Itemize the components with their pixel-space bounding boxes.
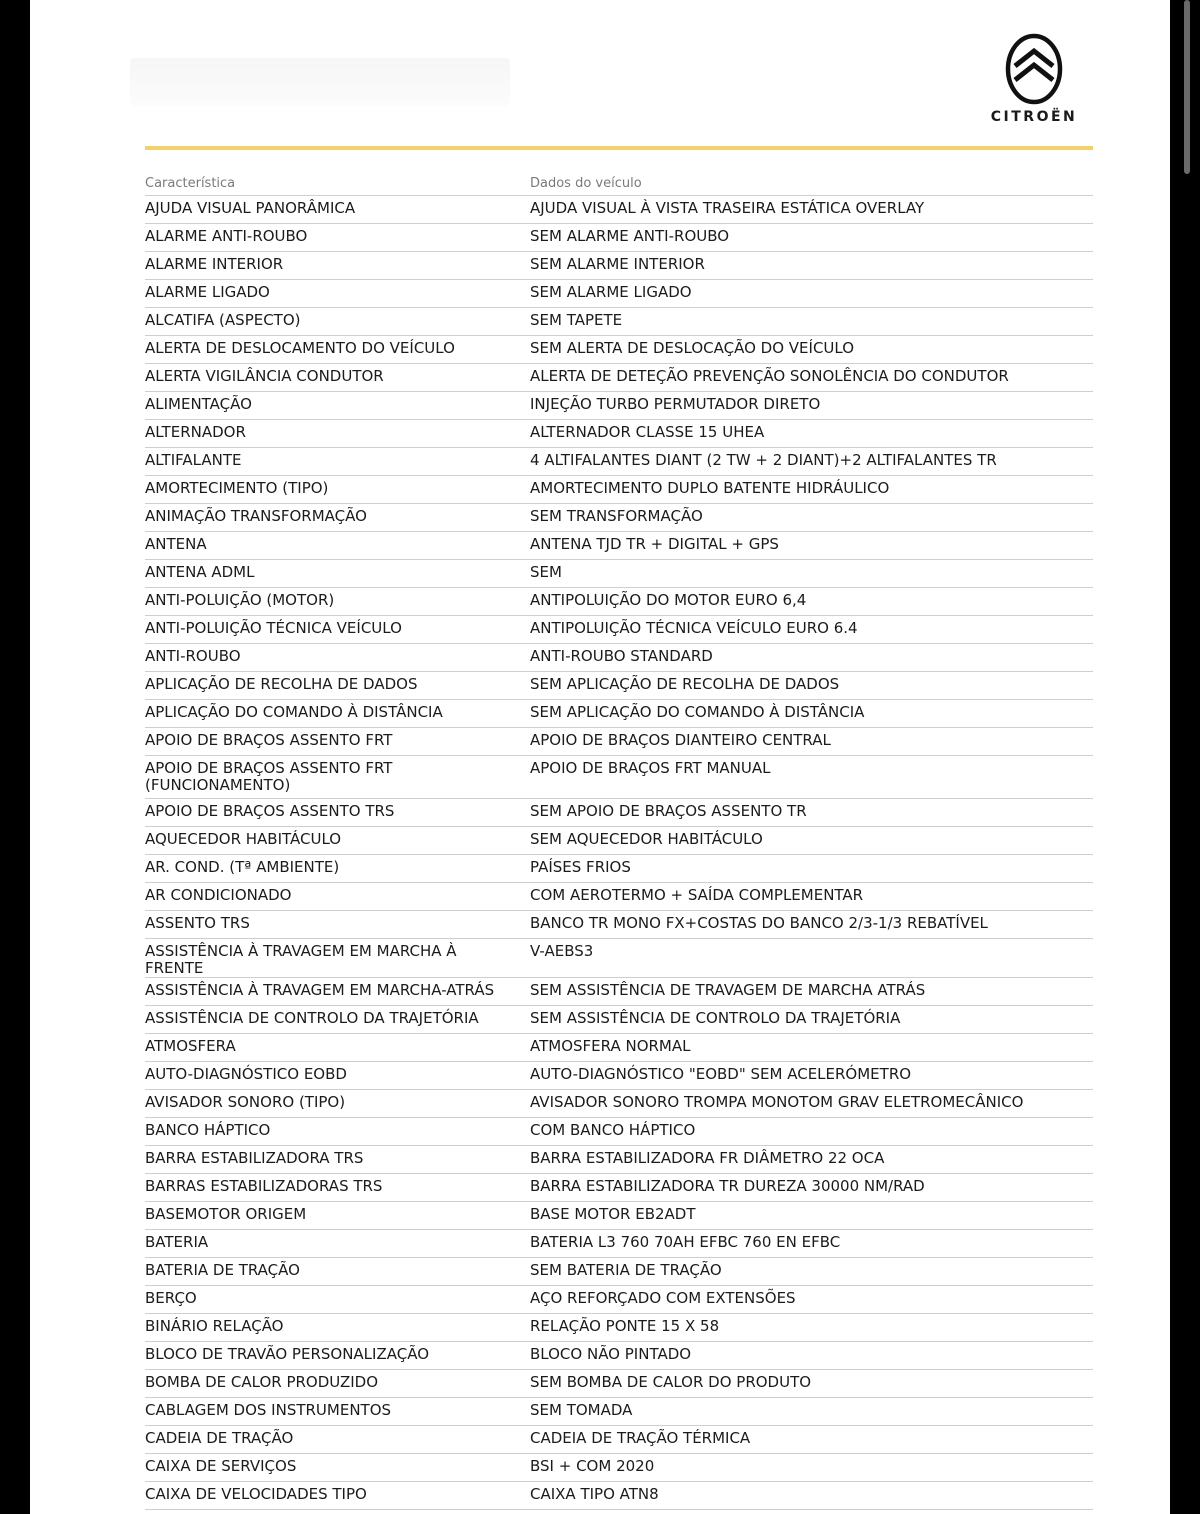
table-row (145, 1370, 1093, 1398)
feature-cell: BASEMOTOR ORIGEM (145, 1202, 530, 1230)
value-cell: SEM ALARME LIGADO (530, 280, 1093, 308)
feature-cell: ALERTA DE DESLOCAMENTO DO VEÍCULO (145, 336, 530, 364)
value-cell: SEM BATERIA DE TRAÇÃO (530, 1258, 1093, 1286)
faded-header-text (130, 58, 510, 106)
table-row (145, 1482, 1093, 1510)
table-row (145, 1006, 1093, 1034)
table-row (145, 1174, 1093, 1202)
value-cell: BANCO TR MONO FX+COSTAS DO BANCO 2/3-1/3 REBATÍVEL (530, 911, 1093, 939)
value-cell: BSI + COM 2020 (530, 1454, 1093, 1482)
value-cell: SEM (530, 560, 1093, 588)
value-cell: SEM ASSISTÊNCIA DE TRAVAGEM DE MARCHA ATRÁS (530, 978, 1093, 1006)
value-cell: ANTENA TJD TR + DIGITAL + GPS (530, 532, 1093, 560)
citroen-chevrons-icon (1004, 33, 1064, 105)
value-cell: SEM APOIO DE BRAÇOS ASSENTO TR (530, 799, 1093, 827)
feature-cell: ANTENA ADML (145, 560, 530, 588)
feature-cell: ALCATIFA (ASPECTO) (145, 308, 530, 336)
table-row (145, 532, 1093, 560)
table-row (145, 476, 1093, 504)
table-row (145, 939, 1093, 978)
feature-cell: AR CONDICIONADO (145, 883, 530, 911)
feature-cell: APLICAÇÃO DE RECOLHA DE DADOS (145, 672, 530, 700)
feature-cell: BOMBA DE CALOR PRODUZIDO (145, 1370, 530, 1398)
feature-cell: ANIMAÇÃO TRANSFORMAÇÃO (145, 504, 530, 532)
table-row (145, 644, 1093, 672)
value-cell: BLOCO NÃO PINTADO (530, 1342, 1093, 1370)
table-row (145, 504, 1093, 532)
table-row (145, 883, 1093, 911)
column-header-value: Dados do veículo (530, 172, 1093, 196)
feature-cell: ALTIFALANTE (145, 448, 530, 476)
feature-cell: AJUDA VISUAL PANORÂMICA (145, 196, 530, 224)
feature-cell: ALARME ANTI-ROUBO (145, 224, 530, 252)
feature-cell: ANTENA (145, 532, 530, 560)
table-row (145, 1062, 1093, 1090)
feature-cell: ASSISTÊNCIA À TRAVAGEM EM MARCHA-ATRÁS (145, 978, 530, 1006)
citroen-logo (984, 30, 1084, 130)
value-cell: ALTERNADOR CLASSE 15 UHEA (530, 420, 1093, 448)
value-cell: BASE MOTOR EB2ADT (530, 1202, 1093, 1230)
table-row (145, 1230, 1093, 1258)
feature-cell: AUTO-DIAGNÓSTICO EOBD (145, 1062, 530, 1090)
table-row (145, 336, 1093, 364)
table-row (145, 1342, 1093, 1370)
value-cell: BATERIA L3 760 70AH EFBC 760 EN EFBC (530, 1230, 1093, 1258)
table-row (145, 1398, 1093, 1426)
table-row (145, 1118, 1093, 1146)
table-row (145, 1258, 1093, 1286)
feature-cell: CAIXA DE VELOCIDADES TIPO (145, 1482, 530, 1510)
value-cell: ANTIPOLUIÇÃO TÉCNICA VEÍCULO EURO 6.4 (530, 616, 1093, 644)
value-cell: BARRA ESTABILIZADORA TR DUREZA 30000 NM/RAD (530, 1174, 1093, 1202)
table-row (145, 420, 1093, 448)
table-row (145, 728, 1093, 756)
value-cell: SEM TOMADA (530, 1398, 1093, 1426)
feature-cell: ANTI-POLUIÇÃO TÉCNICA VEÍCULO (145, 616, 530, 644)
value-cell: ANTIPOLUIÇÃO DO MOTOR EURO 6,4 (530, 588, 1093, 616)
feature-cell: BLOCO DE TRAVÃO PERSONALIZAÇÃO (145, 1342, 530, 1370)
table-row (145, 799, 1093, 827)
feature-cell: APOIO DE BRAÇOS ASSENTO TRS (145, 799, 530, 827)
feature-cell: ALARME INTERIOR (145, 252, 530, 280)
feature-cell: BATERIA (145, 1230, 530, 1258)
value-cell: PAÍSES FRIOS (530, 855, 1093, 883)
yellow-divider (145, 146, 1093, 150)
feature-cell: AQUECEDOR HABITÁCULO (145, 827, 530, 855)
feature-cell: ASSENTO TRS (145, 911, 530, 939)
value-cell: ATMOSFERA NORMAL (530, 1034, 1093, 1062)
table-row (145, 392, 1093, 420)
table-row (145, 911, 1093, 939)
table-row (145, 280, 1093, 308)
feature-cell: ALTERNADOR (145, 420, 530, 448)
value-cell: RELAÇÃO PONTE 15 X 58 (530, 1314, 1093, 1342)
table-row (145, 978, 1093, 1006)
scrollbar[interactable] (1184, 0, 1190, 174)
feature-cell: AR. COND. (Tª AMBIENTE) (145, 855, 530, 883)
table-row (145, 252, 1093, 280)
table-row (145, 672, 1093, 700)
value-cell: SEM ALARME ANTI-ROUBO (530, 224, 1093, 252)
value-cell: AMORTECIMENTO DUPLO BATENTE HIDRÁULICO (530, 476, 1093, 504)
feature-cell: CABLAGEM DOS INSTRUMENTOS (145, 1398, 530, 1426)
value-cell: 4 ALTIFALANTES DIANT (2 TW + 2 DIANT)+2 ALTIFALANTES TR (530, 448, 1093, 476)
value-cell: AUTO-DIAGNÓSTICO "EOBD" SEM ACELERÓMETRO (530, 1062, 1093, 1090)
table-row (145, 364, 1093, 392)
value-cell: ALERTA DE DETEÇÃO PREVENÇÃO SONOLÊNCIA DO CONDUTOR (530, 364, 1093, 392)
table-row (145, 1090, 1093, 1118)
column-header-feature: Característica (145, 172, 530, 196)
value-cell: COM BANCO HÁPTICO (530, 1118, 1093, 1146)
brand-name: CITROËN (990, 109, 1078, 125)
table-row (145, 855, 1093, 883)
value-cell: AÇO REFORÇADO COM EXTENSÕES (530, 1286, 1093, 1314)
value-cell: SEM APLICAÇÃO DE RECOLHA DE DADOS (530, 672, 1093, 700)
feature-cell: APOIO DE BRAÇOS ASSENTO FRT (FUNCIONAMENTO) (145, 756, 530, 799)
feature-cell: BERÇO (145, 1286, 530, 1314)
table-row (145, 756, 1093, 799)
table-row (145, 1314, 1093, 1342)
feature-cell: BARRAS ESTABILIZADORAS TRS (145, 1174, 530, 1202)
table-header-row (145, 172, 1093, 196)
value-cell: SEM AQUECEDOR HABITÁCULO (530, 827, 1093, 855)
feature-cell: ALERTA VIGILÂNCIA CONDUTOR (145, 364, 530, 392)
table-row (145, 588, 1093, 616)
table-row (145, 560, 1093, 588)
value-cell: CADEIA DE TRAÇÃO TÉRMICA (530, 1426, 1093, 1454)
feature-cell: ATMOSFERA (145, 1034, 530, 1062)
value-cell: ANTI-ROUBO STANDARD (530, 644, 1093, 672)
value-cell: SEM ALARME INTERIOR (530, 252, 1093, 280)
table-row (145, 308, 1093, 336)
table-row (145, 1426, 1093, 1454)
feature-cell: CADEIA DE TRAÇÃO (145, 1426, 530, 1454)
feature-cell: AVISADOR SONORO (TIPO) (145, 1090, 530, 1118)
table-row (145, 827, 1093, 855)
value-cell: AVISADOR SONORO TROMPA MONOTOM GRAV ELETROMECÂNICO (530, 1090, 1093, 1118)
feature-cell: APLICAÇÃO DO COMANDO À DISTÂNCIA (145, 700, 530, 728)
value-cell: APOIO DE BRAÇOS DIANTEIRO CENTRAL (530, 728, 1093, 756)
table-row (145, 224, 1093, 252)
table-row (145, 1286, 1093, 1314)
feature-cell: APOIO DE BRAÇOS ASSENTO FRT (145, 728, 530, 756)
value-cell: COM AEROTERMO + SAÍDA COMPLEMENTAR (530, 883, 1093, 911)
value-cell: SEM APLICAÇÃO DO COMANDO À DISTÂNCIA (530, 700, 1093, 728)
table-row (145, 1146, 1093, 1174)
table-row (145, 1202, 1093, 1230)
feature-cell: BINÁRIO RELAÇÃO (145, 1314, 530, 1342)
table-row (145, 700, 1093, 728)
table-row (145, 448, 1093, 476)
value-cell: SEM ASSISTÊNCIA DE CONTROLO DA TRAJETÓRIA (530, 1006, 1093, 1034)
value-cell: INJEÇÃO TURBO PERMUTADOR DIRETO (530, 392, 1093, 420)
value-cell: SEM TRANSFORMAÇÃO (530, 504, 1093, 532)
value-cell: SEM TAPETE (530, 308, 1093, 336)
value-cell: SEM BOMBA DE CALOR DO PRODUTO (530, 1370, 1093, 1398)
value-cell: AJUDA VISUAL À VISTA TRASEIRA ESTÁTICA OVERLAY (530, 196, 1093, 224)
feature-cell: BANCO HÁPTICO (145, 1118, 530, 1146)
value-cell: APOIO DE BRAÇOS FRT MANUAL (530, 756, 1093, 799)
feature-cell: ASSISTÊNCIA DE CONTROLO DA TRAJETÓRIA (145, 1006, 530, 1034)
vehicle-data-table (145, 172, 1093, 1510)
table-row (145, 1034, 1093, 1062)
value-cell: SEM ALERTA DE DESLOCAÇÃO DO VEÍCULO (530, 336, 1093, 364)
value-cell: BARRA ESTABILIZADORA FR DIÂMETRO 22 OCA (530, 1146, 1093, 1174)
feature-cell: ALARME LIGADO (145, 280, 530, 308)
table-row (145, 616, 1093, 644)
feature-cell: CAIXA DE SERVIÇOS (145, 1454, 530, 1482)
value-cell: V-AEBS3 (530, 939, 1093, 978)
feature-cell: ANTI-ROUBO (145, 644, 530, 672)
feature-cell: ASSISTÊNCIA À TRAVAGEM EM MARCHA À FRENTE (145, 939, 530, 978)
feature-cell: AMORTECIMENTO (TIPO) (145, 476, 530, 504)
feature-cell: ANTI-POLUIÇÃO (MOTOR) (145, 588, 530, 616)
value-cell: CAIXA TIPO ATN8 (530, 1482, 1093, 1510)
document-page (30, 0, 1170, 1514)
feature-cell: BARRA ESTABILIZADORA TRS (145, 1146, 530, 1174)
feature-cell: BATERIA DE TRAÇÃO (145, 1258, 530, 1286)
table-row (145, 196, 1093, 224)
table-row (145, 1454, 1093, 1482)
feature-cell: ALIMENTAÇÃO (145, 392, 530, 420)
